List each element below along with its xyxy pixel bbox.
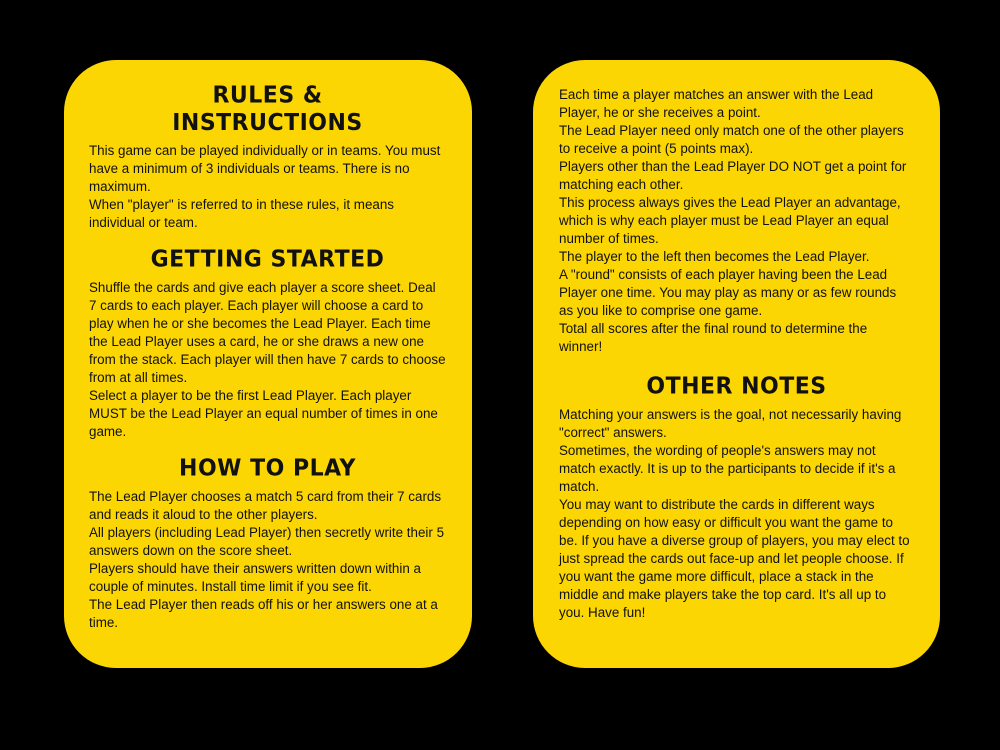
other-notes-heading: OTHER NOTES	[646, 373, 827, 400]
rules-instructions-heading: RULES & INSTRUCTIONS	[172, 82, 363, 137]
other-notes-text: Matching your answers is the goal, not necessarily having "correct" answers. Sometimes, the wording of people's answers may not match exactly. It is up to the participants to decide if it's a match. You may want to distribute the cards in different ways depending on how easy or difficult you want the game to be. If you have a diverse group of players, you may elect to just spread the cards out face-up and let people choose. If you want the game more difficult, place a stack in the middle and make players take the top card. It's all up to you. Have fun!	[559, 407, 910, 620]
rules-instructions-text: This game can be played individually or in teams. You must have a minimum of 3 individuals or teams. There is no maximum. When "player" is referred to in these rules, it means individual or team.	[89, 143, 441, 230]
rules-card-left	[64, 60, 472, 668]
how-to-play-text: The Lead Player chooses a match 5 card from their 7 cards and reads it aloud to the other players. All players (including Lead Player) then secretly write their 5 answers down on the score sheet. Players should have their answers written down within a couple of minutes. Install time limit if you see fit. The Lead Player then reads off his or her answers one at a time.	[89, 489, 445, 630]
how-to-play-heading: HOW TO PLAY	[179, 455, 356, 482]
getting-started-text: Shuffle the cards and give each player a score sheet. Deal 7 cards to each player. Each player will choose a card to play when he or she becomes the Lead Player. Each time the Lead Player uses a card, he or she draws a new one from the stack. Each player will then have 7 cards to choose from at all times. Select a player to be the first Lead Player. Each player MUST be the Lead Player an equal number of times in one game.	[89, 280, 446, 439]
scoring-text: Each time a player matches an answer with the Lead Player, he or she receives a point. The Lead Player need only match one of the other players to receive a point (5 points max). Players other than the Lead Player DO NOT get a point for matching each other. This process always gives the Lead Player an advantage, which is why each player must be Lead Player an equal number of times. The player to the left then becomes the Lead Player. A "round" consists of each player having been the Lead Player one time. You may play as many or as few rounds as you like to comprise one game. Total all scores after the final round to determine the winner!	[559, 87, 907, 354]
rules-card-right	[533, 60, 940, 668]
getting-started-heading: GETTING STARTED	[150, 246, 385, 273]
